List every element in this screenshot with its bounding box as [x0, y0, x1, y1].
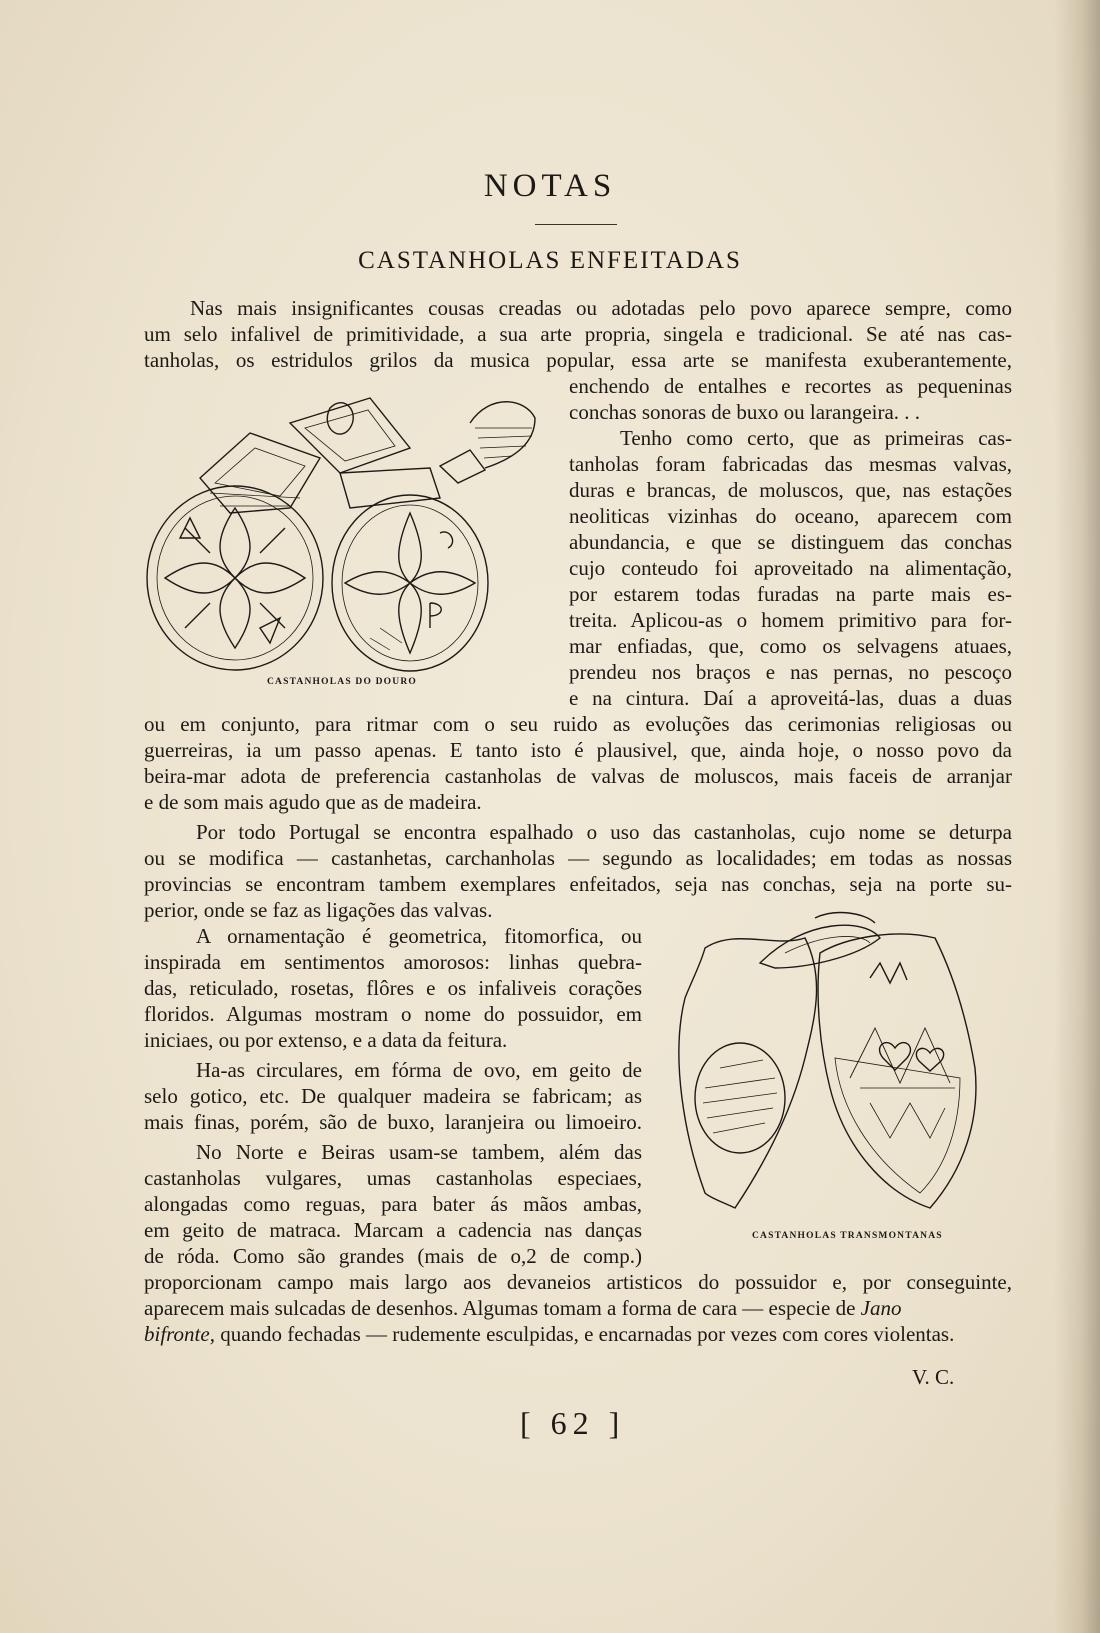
- italic-span: bifronte,: [144, 1322, 215, 1346]
- text-line: Nas mais insignificantes cousas creadas ou adotadas pelo povo aparece sempre, como: [190, 296, 1012, 320]
- text-line: No Norte e Beiras usam-se tambem, além das: [196, 1140, 642, 1164]
- text-line: Tenho como certo, que as primeiras cas-: [620, 426, 1012, 450]
- section-title: NOTAS: [483, 168, 617, 204]
- text-line: e na cintura. Daí a aproveitá-las, duas a duas: [569, 686, 1012, 710]
- text-line: provincias se encontram tambem exemplares enfeitados, seja nas conchas, seja na porte su-: [144, 872, 1012, 896]
- text-line: treita. Aplicou-as o homem primitivo para for-: [569, 608, 1012, 632]
- text-line: cujo conteudo foi aproveitado na alimentação,: [569, 556, 1012, 580]
- text-line: abundancia, e que se distinguem das conchas: [569, 530, 1012, 554]
- article-title: CASTANHOLAS ENFEITADAS: [358, 247, 742, 274]
- text-line: perior, onde se faz as ligações das valvas.: [144, 898, 493, 922]
- text-line: tanholas, os estridulos grilos da musica popular, essa arte se manifesta exuberantemente,: [144, 348, 1012, 372]
- text-span: aparecem mais sulcadas de desenhos. Algumas tomam a forma de cara — especie de: [144, 1296, 856, 1320]
- text-line: tanholas foram fabricadas das mesmas valvas,: [569, 452, 1012, 476]
- page-number: [ 62 ]: [520, 1405, 626, 1441]
- text-line: castanholas vulgares, umas castanholas especiaes,: [144, 1166, 642, 1190]
- text-line: por estarem todas furadas na parte mais es-: [569, 582, 1012, 606]
- text-line: enchendo de entalhes e recortes as pequeninas: [569, 374, 1012, 398]
- text-line: [144, 1321, 954, 1347]
- text-line: das, reticulado, rosetas, flôres e os infaliveis corações: [144, 976, 642, 1000]
- text-line: ou se modifica — castanhetas, carchanholas — segundo as localidades; em todas as nossas: [144, 846, 1012, 870]
- italic-span: Jano: [860, 1296, 902, 1320]
- text-line: duras e brancas, de moluscos, que, nas estações: [569, 478, 1012, 502]
- text-line: alongadas como reguas, para bater ás mãos ambas,: [144, 1192, 642, 1216]
- text-line: mais finas, porém, são de buxo, laranjeira ou limoeiro.: [144, 1110, 642, 1134]
- text-line: beira-mar adota de preferencia castanholas de valvas de moluscos, mais faceis de arranjar: [144, 764, 1012, 788]
- text-line: floridos. Algumas mostram o nome do possuidor, em: [144, 1002, 642, 1026]
- text-line: ou em conjunto, para ritmar com o seu ruido as evoluções das cerimonias religiosas ou: [144, 712, 1012, 736]
- figure-caption: CASTANHOLAS DO DOURO: [267, 677, 417, 687]
- title-divider: [535, 224, 617, 225]
- text-line: neoliticas vizinhas do oceano, aparecem com: [569, 504, 1012, 528]
- text-line: A ornamentação é geometrica, fitomorfica, ou: [196, 924, 642, 948]
- text-line: selo gotico, etc. De qualquer madeira se fabricam; as: [144, 1084, 642, 1108]
- text-line: guerreiras, ia um passo apenas. E tanto isto é plausivel, que, ainda hoje, o nosso povo da: [144, 738, 1012, 762]
- text-line: prendeu nos braços e nas pernas, no pescoço: [569, 660, 1012, 684]
- text-line: proporcionam campo mais largo aos devaneios artisticos do possuidor e, por conseguinte,: [144, 1270, 1012, 1294]
- text-line: de róda. Como são grandes (mais de o,2 de comp.): [144, 1244, 642, 1268]
- text-line: conchas sonoras de buxo ou larangeira. . .: [569, 400, 921, 424]
- page-spine-shadow: [1054, 0, 1100, 1633]
- author-signature: V. C.: [912, 1365, 955, 1389]
- text-line: mar enfiadas, que, como os selvagens atuaes,: [569, 634, 1012, 658]
- text-line: Por todo Portugal se encontra espalhado o uso das castanholas, cujo nome se deturpa: [196, 820, 1012, 844]
- text-line: em geito de matraca. Marcam a cadencia nas danças: [144, 1218, 642, 1242]
- text-span: quando fechadas — rudemente esculpidas, e encarnadas por vezes com cores violentas.: [220, 1322, 955, 1346]
- text-line: inspirada em sentimentos amorosos: linhas quebra-: [144, 950, 642, 974]
- text-line: um selo infalivel de primitividade, a sua arte propria, singela e tradicional. Se até nas cas-: [144, 322, 1012, 346]
- figure-castanholas-douro: [140, 388, 560, 688]
- text-line: [144, 1295, 901, 1321]
- figure-caption: CASTANHOLAS TRANSMONTANAS: [752, 1231, 943, 1241]
- text-line: iniciaes, ou por extenso, e a data da feitura.: [144, 1028, 508, 1052]
- text-line: e de som mais agudo que as de madeira.: [144, 790, 482, 814]
- figure-castanholas-transmontanas: [665, 908, 1025, 1228]
- text-line: Ha-as circulares, em fórma de ovo, em geito de: [196, 1058, 642, 1082]
